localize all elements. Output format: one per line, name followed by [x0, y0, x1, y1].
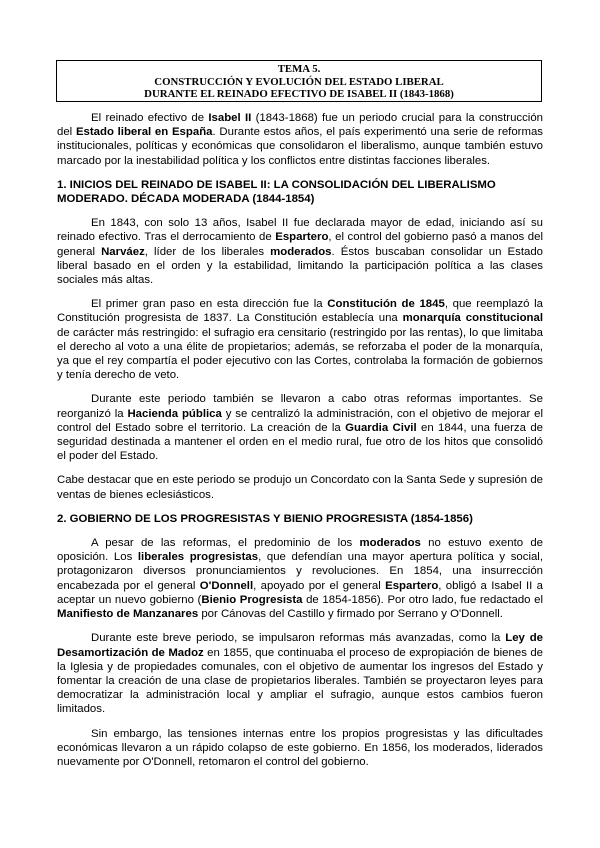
section-2-paragraph: Sin embargo, las tensiones internas entre los propios progresistas y las dificultades económicas llevaron a un rápido colapso de este gobierno. En 1856, los moderados, liderados nuevamente por O'Donnell, retomaron el control del gobierno. [57, 727, 543, 768]
topic-number: TEMA 5. [277, 63, 321, 75]
section-1-paragraph: El primer gran paso en esta dirección fue la Constitución de 1845, que reemplazó la Constitución progresista de 1837. La Constitución establecía una monarquía constitucional de carácter más restringido: el sufragio era censitario (restringido por las rentas), lo que limitaba el derecho al voto a una élite de propietarios; además, se reforzaba el poder de la monarquía, ya que el rey compartía el poder ejecutivo con las Cortes, controlaba la formación de gobiernos y tenía derecho de veto. [57, 298, 543, 382]
topic-title-line-1: CONSTRUCCIÓN Y EVOLUCIÓN DEL ESTADO LIBERAL [154, 75, 444, 88]
topic-title-line-2: DURANTE EL REINADO EFECTIVO DE ISABEL II (1843-1868) [144, 88, 454, 100]
section-2-paragraph: A pesar de las reformas, el predominio de los moderados no estuvo exento de oposición. Los liberales progresistas, que defendían una mayor apertura política y social, protagonizaron diversos pronunciamientos y revoluciones. En 1854, una insurrección encabezada por el general O'Donnell, apoyado por el general Espartero, obligó a Isabel II a aceptar un nuevo gobierno (Bienio Progresista de 1854-1856). Por otro lado, fue redactado el Manifiesto de Manzanares por Cánovas del Castillo y firmado por Serrano y O'Donnell. [57, 537, 544, 621]
section-1-heading: 1. INICIOS DEL REINADO DE ISABEL II: LA CONSOLIDACIÓN DEL LIBERALISMO MODERADO. DÉCADA MODERADA (1844-1854) [57, 178, 496, 206]
title-box [56, 60, 542, 102]
section-2-paragraph: Durante este breve periodo, se impulsaron reformas más avanzadas, como la Ley de Desamortización de Madoz en 1855, que continuaba el proceso de expropiación de bienes de la Iglesia y de propiedades comunales, con el objetivo de aumentar los ingresos del Estado y fomentar la creación de una clase de propietarios liberales. También se proyectaron leyes para democratizar la administración local y ampliar el sufragio, aunque estos cambios fueron limitados. [57, 632, 544, 716]
intro-paragraph: El reinado efectivo de Isabel II (1843-1868) fue un periodo crucial para la construcción del Estado liberal en España. Durante estos años, el país experimentó una serie de reformas institucionales, políticas y económicas que consolidaron el liberalismo, aunque también estuvo marcado por la inestabilidad política y los conflictos entre distintas facciones liberales. [57, 112, 543, 167]
document-body [57, 111, 543, 779]
section-1-paragraph: Durante este periodo también se llevaron a cabo otras reformas importantes. Se reorganizó la Hacienda pública y se centralizó la administración, con el objetivo de mejorar el control del Estado sobre el territorio. La creación de la Guardia Civil en 1844, una fuerza de seguridad destinada a mantener el orden en el medio rural, fue otro de los hitos que consolidó el poder del Estado. [57, 393, 543, 463]
section-1-paragraph: En 1843, con solo 13 años, Isabel II fue declarada mayor de edad, iniciando así su reinado efectivo. Tras el derrocamiento de Espartero, el control del gobierno pasó a manos del general Narváez, líder de los liberales moderados. Éstos buscaban consolidar un Estado liberal basado en el orden y la estabilidad, limitando la participación política a las clases sociales más altas. [57, 217, 544, 287]
section-2-heading: 2. GOBIERNO DE LOS PROGRESISTAS Y BIENIO PROGRESISTA (1854-1856) [57, 512, 473, 525]
section-1-note: Cabe destacar que en este periodo se produjo un Concordato con la Santa Sede y supresión de ventas de bienes eclesiásticos. [57, 474, 543, 501]
